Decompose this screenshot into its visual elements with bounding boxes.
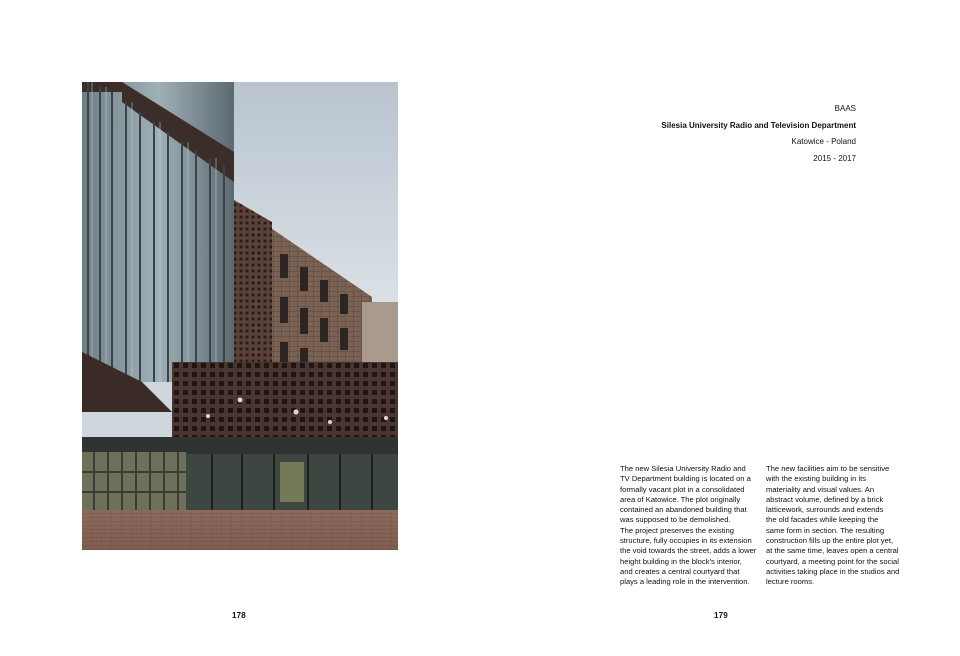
text-line: structure, fully occupies in its extension [620,536,752,546]
text-line: same form in section. The resulting [766,525,885,535]
text-line: was supposed to be demolished. [620,515,731,525]
text-line: and creates a central courtyard that [620,566,740,576]
text-line: materiality and visual values. An [766,484,875,494]
building-photo [82,82,398,550]
page-number: 179 [714,611,728,620]
studio-name: BAAS [834,104,856,113]
text-line: abstract volume, defined by a brick [766,494,884,504]
right-page [480,0,960,656]
project-meta [536,101,856,167]
text-line: with the existing building in its [766,474,867,484]
text-line: courtyard, a meeting point for the social [766,556,899,566]
text-line: formally vacant plot in a consolidated [620,484,745,494]
text-line: the void towards the street, adds a lower [620,546,757,556]
text-line: activities taking place in the studios and [766,566,900,576]
text-line: the old facades while keeping the [766,515,879,525]
project-years: 2015 - 2017 [813,153,856,163]
project-location: Katowice - Poland [791,137,856,146]
text-line: contained an abandoned building that [620,505,747,515]
text-line: lecture rooms. [766,577,815,587]
text-line: TV Department building is located on a [620,474,751,484]
text-line: The new Silesia University Radio and [620,464,746,473]
text-column-2 [766,464,906,588]
text-line: area of Katowice. The plot originally [620,494,741,504]
text-line: The new facilities aim to be sensitive [766,464,890,473]
text-line: latticework, surrounds and extends [766,505,884,515]
text-line: at the same time, leaves open a central [766,546,899,556]
text-line: The project preserves the existing [620,525,734,535]
text-line: plays a leading role in the intervention. [620,577,750,587]
project-title: Silesia University Radio and Television Department [661,120,856,130]
text-line: construction fills up the entire plot yet, [766,536,894,546]
text-column-1 [620,464,760,588]
text-line: height building in the block’s interior, [620,556,742,566]
page-number: 178 [232,611,246,620]
